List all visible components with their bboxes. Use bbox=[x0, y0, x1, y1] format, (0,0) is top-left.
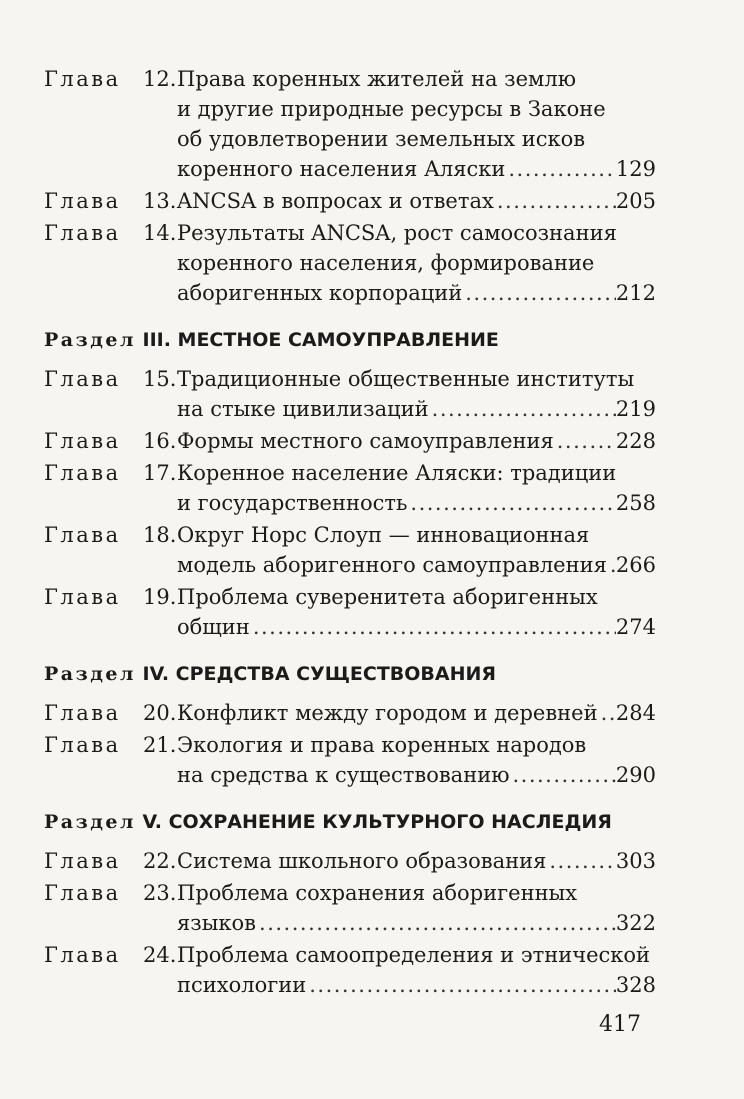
chapter-title-line bbox=[177, 760, 656, 790]
chapter-title-text: Система школьного образования bbox=[177, 849, 547, 873]
chapter-title bbox=[174, 698, 656, 728]
chapter-title-line bbox=[177, 550, 656, 580]
page-number: 417 bbox=[599, 1012, 641, 1037]
chapter-title-text: Проблема самоопределения и этнической bbox=[177, 943, 651, 967]
section-title: V. СОХРАНЕНИЕ КУЛЬТУРНОГО НАСЛЕДИЯ bbox=[142, 811, 612, 833]
toc-entry[interactable] bbox=[44, 940, 656, 1000]
chapter-title-line bbox=[177, 458, 656, 488]
chapter-title-line bbox=[177, 154, 656, 184]
chapter-label: Глава bbox=[44, 189, 121, 213]
chapter-title bbox=[174, 186, 656, 216]
table-of-contents bbox=[44, 64, 656, 1000]
chapter-number: 14. bbox=[143, 221, 177, 245]
chapter-number: 24. bbox=[143, 943, 177, 967]
dot-leader bbox=[250, 612, 616, 642]
dot-leader bbox=[509, 760, 615, 790]
chapter-title-line bbox=[177, 940, 656, 970]
toc-entry[interactable] bbox=[44, 878, 656, 938]
chapter-number: 18. bbox=[143, 523, 177, 547]
dot-leader bbox=[306, 970, 616, 1000]
chapter-title-line bbox=[177, 248, 656, 278]
chapter-page-number: 290 bbox=[615, 763, 656, 787]
chapter-label: Глава bbox=[44, 429, 121, 453]
chapter-title-text: Результаты ANCSA, рост самосознания bbox=[177, 221, 617, 245]
chapter-title-line bbox=[177, 698, 656, 728]
chapter-page-number: 219 bbox=[615, 397, 656, 421]
chapter-page-number: 258 bbox=[615, 491, 656, 515]
toc-entry[interactable] bbox=[44, 186, 656, 216]
chapter-title-text: Коренное население Аляски: традиции bbox=[177, 461, 617, 485]
chapter-number: 16. bbox=[143, 429, 177, 453]
chapter-title-line bbox=[177, 488, 656, 518]
chapter-page-number: 274 bbox=[615, 615, 656, 639]
chapter-label: Глава bbox=[44, 701, 121, 725]
chapter-title bbox=[174, 582, 656, 642]
chapter-title-line bbox=[177, 364, 656, 394]
chapter-title-line bbox=[177, 970, 656, 1000]
toc-entry[interactable] bbox=[44, 64, 656, 184]
chapter-title-text: об удовлетворении земельных исков bbox=[177, 127, 586, 151]
chapter-title-line bbox=[177, 278, 656, 308]
chapter-title-text: психологии bbox=[177, 973, 307, 997]
section-label: Раздел bbox=[44, 663, 136, 685]
section-label: Раздел bbox=[44, 329, 136, 351]
chapter-page-number: 212 bbox=[615, 281, 656, 305]
chapter-title-text: Конфликт между городом и деревней bbox=[177, 701, 598, 725]
dot-leader bbox=[407, 488, 616, 518]
chapter-title-text: Права коренных жителей на землю bbox=[177, 67, 576, 91]
dot-leader bbox=[546, 846, 616, 876]
toc-entry[interactable] bbox=[44, 520, 656, 580]
chapter-label: Глава bbox=[44, 943, 121, 967]
chapter-title-text: ANCSA в вопросах и ответах bbox=[177, 189, 494, 213]
chapter-title-line bbox=[177, 186, 656, 216]
toc-entry[interactable] bbox=[44, 458, 656, 518]
chapter-label: Глава bbox=[44, 585, 121, 609]
chapter-title bbox=[174, 878, 656, 938]
chapter-label: Глава bbox=[44, 523, 121, 547]
toc-entry[interactable] bbox=[44, 730, 656, 790]
dot-leader bbox=[256, 908, 616, 938]
chapter-title-text: общин bbox=[177, 615, 250, 639]
chapter-number: 13. bbox=[143, 189, 177, 213]
chapter-number: 12. bbox=[143, 67, 177, 91]
dot-leader bbox=[607, 550, 616, 580]
chapter-label: Глава bbox=[44, 881, 121, 905]
chapter-label: Глава bbox=[44, 461, 121, 485]
section-title: IV. СРЕДСТВА СУЩЕСТВОВАНИЯ bbox=[142, 663, 497, 685]
chapter-title bbox=[174, 940, 656, 1000]
chapter-title-text: на средства к существованию bbox=[177, 763, 510, 787]
chapter-title-text: коренного населения Аляски bbox=[177, 157, 506, 181]
chapter-title-text: Экология и права коренных народов bbox=[177, 733, 587, 757]
section-label: Раздел bbox=[44, 811, 136, 833]
chapter-number: 23. bbox=[143, 881, 177, 905]
dot-leader bbox=[598, 698, 616, 728]
chapter-label: Глава bbox=[44, 67, 121, 91]
toc-entry[interactable] bbox=[44, 582, 656, 642]
chapter-title bbox=[174, 64, 656, 184]
dot-leader bbox=[494, 186, 616, 216]
chapter-title-text: коренного населения, формирование bbox=[177, 251, 595, 275]
chapter-title-line bbox=[177, 394, 656, 424]
chapter-title bbox=[174, 520, 656, 580]
toc-entry[interactable] bbox=[44, 846, 656, 876]
chapter-number: 17. bbox=[143, 461, 177, 485]
chapter-number: 19. bbox=[143, 585, 177, 609]
chapter-title-line bbox=[177, 612, 656, 642]
dot-leader bbox=[429, 394, 616, 424]
chapter-title-text: и государственность bbox=[177, 491, 408, 515]
chapter-title-text: Формы местного самоуправления bbox=[177, 429, 554, 453]
chapter-title bbox=[174, 364, 656, 424]
chapter-title bbox=[174, 458, 656, 518]
chapter-number: 20. bbox=[143, 701, 177, 725]
toc-entry[interactable] bbox=[44, 698, 656, 728]
chapter-title-line bbox=[177, 730, 656, 760]
chapter-title-line bbox=[177, 64, 656, 94]
dot-leader bbox=[462, 278, 616, 308]
chapter-page-number: 266 bbox=[615, 553, 656, 577]
chapter-title-text: Округ Норс Слоуп — инновационная bbox=[177, 523, 590, 547]
chapter-label: Глава bbox=[44, 849, 121, 873]
chapter-number: 15. bbox=[143, 367, 177, 391]
chapter-page-number: 205 bbox=[615, 189, 656, 213]
chapter-title-line bbox=[177, 908, 656, 938]
dot-leader bbox=[505, 154, 616, 184]
chapter-title-line bbox=[177, 94, 656, 124]
chapter-page-number: 303 bbox=[615, 849, 656, 873]
chapter-title-line bbox=[177, 582, 656, 612]
chapter-page-number: 129 bbox=[615, 157, 656, 181]
chapter-title bbox=[174, 846, 656, 876]
chapter-page-number: 322 bbox=[615, 911, 656, 935]
chapter-title-text: на стыке цивилизаций bbox=[177, 397, 429, 421]
toc-entry[interactable] bbox=[44, 426, 656, 456]
chapter-title-text: Проблема суверенитета аборигенных bbox=[177, 585, 598, 609]
chapter-page-number: 228 bbox=[615, 429, 656, 453]
toc-entry[interactable] bbox=[44, 364, 656, 424]
chapter-title-line bbox=[177, 426, 656, 456]
section-heading bbox=[44, 660, 656, 688]
chapter-label: Глава bbox=[44, 367, 121, 391]
chapter-title bbox=[174, 218, 656, 308]
chapter-title bbox=[174, 426, 656, 456]
section-heading bbox=[44, 808, 656, 836]
dot-leader bbox=[554, 426, 616, 456]
chapter-number: 22. bbox=[143, 849, 177, 873]
chapter-number: 21. bbox=[143, 733, 177, 757]
chapter-title-line bbox=[177, 520, 656, 550]
chapter-label: Глава bbox=[44, 221, 121, 245]
chapter-title-line bbox=[177, 124, 656, 154]
chapter-title-text: аборигенных корпораций bbox=[177, 281, 463, 305]
section-heading bbox=[44, 326, 656, 354]
chapter-title-text: модель аборигенного самоуправления bbox=[177, 553, 607, 577]
chapter-page-number: 328 bbox=[615, 973, 656, 997]
section-title: III. МЕСТНОЕ САМОУПРАВЛЕНИЕ bbox=[142, 329, 499, 351]
chapter-title-line bbox=[177, 846, 656, 876]
chapter-title-line bbox=[177, 218, 656, 248]
chapter-title-line bbox=[177, 878, 656, 908]
chapter-title bbox=[174, 730, 656, 790]
chapter-title-text: и другие природные ресурсы в Законе bbox=[177, 97, 606, 121]
toc-entry[interactable] bbox=[44, 218, 656, 308]
chapter-title-text: языков bbox=[177, 911, 257, 935]
chapter-page-number: 284 bbox=[615, 701, 656, 725]
chapter-title-text: Традиционные общественные институты bbox=[177, 367, 635, 391]
chapter-label: Глава bbox=[44, 733, 121, 757]
chapter-title-text: Проблема сохранения аборигенных bbox=[177, 881, 578, 905]
